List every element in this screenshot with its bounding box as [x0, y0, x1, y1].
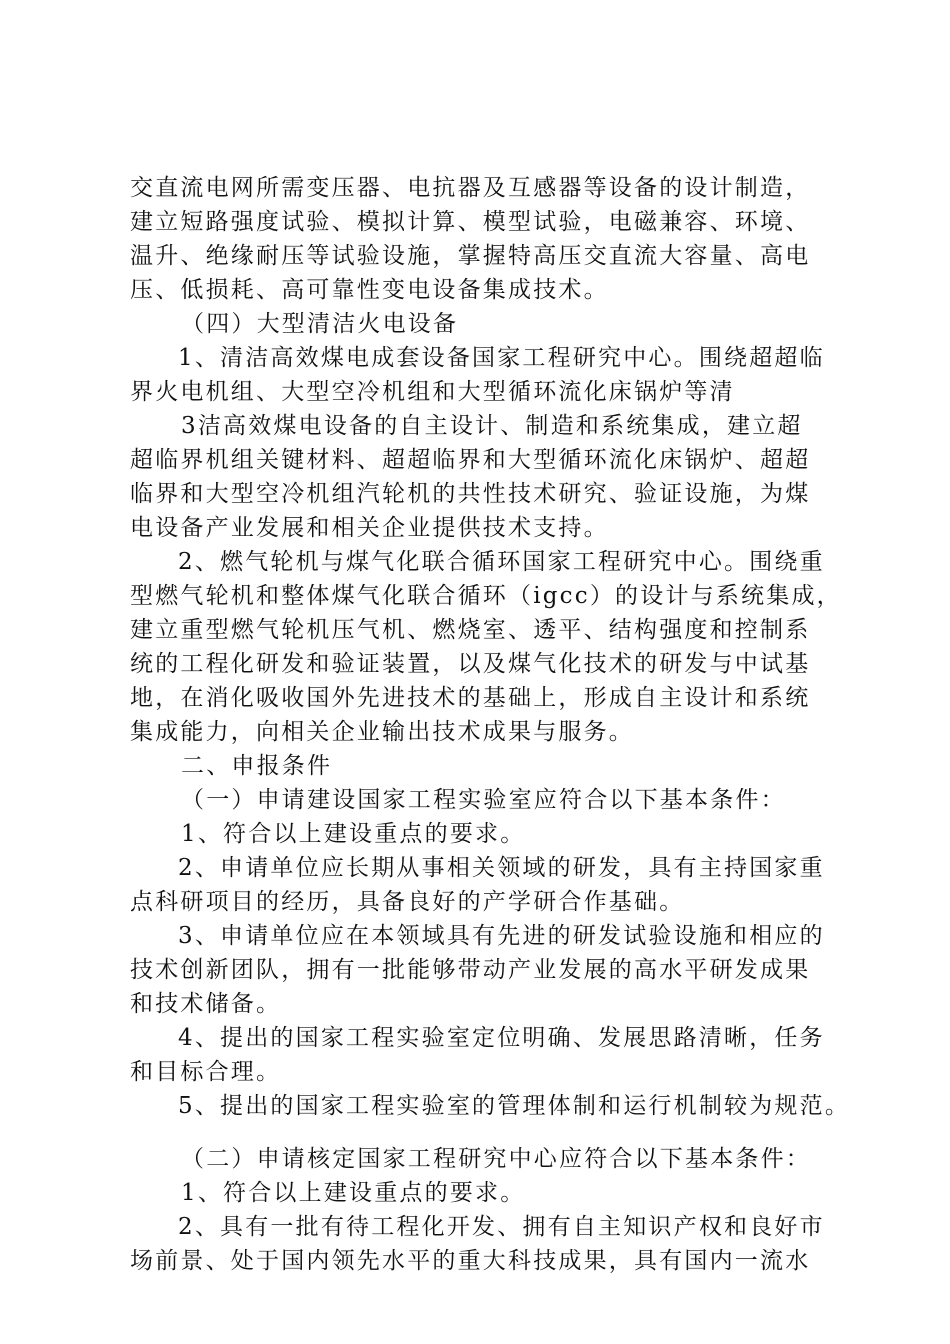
paragraph-start-line: 5、提出的国家工程实验室的管理体制和运行机制较为规范。 [178, 1093, 851, 1119]
body-text-line: 温升、绝缘耐压等试验设施，掌握特高压交直流大容量、高电 [130, 243, 811, 269]
body-text-line: 点科研项目的经历，具备良好的产学研合作基础。 [130, 889, 685, 915]
body-text-line: 地，在消化吸收国外先进技术的基础上，形成自主设计和系统 [130, 685, 811, 711]
body-text-line: 建立重型燃气轮机压气机、燃烧室、透平、结构强度和控制系 [130, 617, 811, 643]
paragraph-start-line: 2、申请单位应长期从事相关领域的研发，具有主持国家重 [178, 855, 825, 881]
section-heading: 二、申报条件 [181, 753, 333, 779]
paragraph-start-line: 1、符合以上建设重点的要求。 [181, 821, 526, 847]
paragraph-start-line: 1、符合以上建设重点的要求。 [181, 1180, 526, 1206]
body-text-line: 场前景、处于国内领先水平的重大科技成果，具有国内一流水 [130, 1248, 811, 1274]
body-text-line: 超临界机组关键材料、超超临界和大型循环流化床锅炉、超超 [130, 447, 811, 473]
subsection-heading: （一）申请建设国家工程实验室应符合以下基本条件： [181, 787, 786, 813]
paragraph-start-line: 4、提出的国家工程实验室定位明确、发展思路清晰，任务 [178, 1025, 825, 1051]
paragraph-start-line: 2、具有一批有待工程化开发、拥有自主知识产权和良好市 [178, 1214, 825, 1240]
body-text-line: 集成能力，向相关企业输出技术成果与服务。 [130, 719, 634, 745]
paragraph-start-line: 1、清洁高效煤电成套设备国家工程研究中心。围绕超超临 [178, 345, 825, 371]
body-text-line: 交直流电网所需变压器、电抗器及互感器等设备的设计制造， [130, 175, 811, 201]
body-text-line: 统的工程化研发和验证装置，以及煤气化技术的研发与中试基 [130, 651, 811, 677]
paragraph-start-line: 2、燃气轮机与煤气化联合循环国家工程研究中心。围绕重 [178, 549, 825, 575]
body-text-line: 型燃气轮机和整体煤气化联合循环（igcc）的设计与系统集成， [130, 583, 842, 609]
body-text-line: 电设备产业发展和相关企业提供技术支持。 [130, 515, 609, 541]
section-heading: （四）大型清洁火电设备 [181, 311, 459, 337]
body-text-line: 界火电机组、大型空冷机组和大型循环流化床锅炉等清 [130, 379, 735, 405]
body-text-line: 建立短路强度试验、模拟计算、模型试验，电磁兼容、环境、 [130, 209, 811, 235]
body-text-line: 技术创新团队，拥有一批能够带动产业发展的高水平研发成果 [130, 957, 811, 983]
body-text-line: 压、低损耗、高可靠性变电设备集成技术。 [130, 277, 609, 303]
subsection-heading: （二）申请核定国家工程研究中心应符合以下基本条件： [181, 1146, 811, 1172]
paragraph-start-line: 3、申请单位应在本领域具有先进的研发试验设施和相应的 [178, 923, 825, 949]
body-text-line: 临界和大型空冷机组汽轮机的共性技术研究、验证设施，为煤 [130, 481, 811, 507]
body-text-line: 和技术储备。 [130, 991, 282, 1017]
body-text-line: 和目标合理。 [130, 1059, 282, 1085]
body-text-line: 3洁高效煤电设备的自主设计、制造和系统集成，建立超 [181, 413, 803, 439]
